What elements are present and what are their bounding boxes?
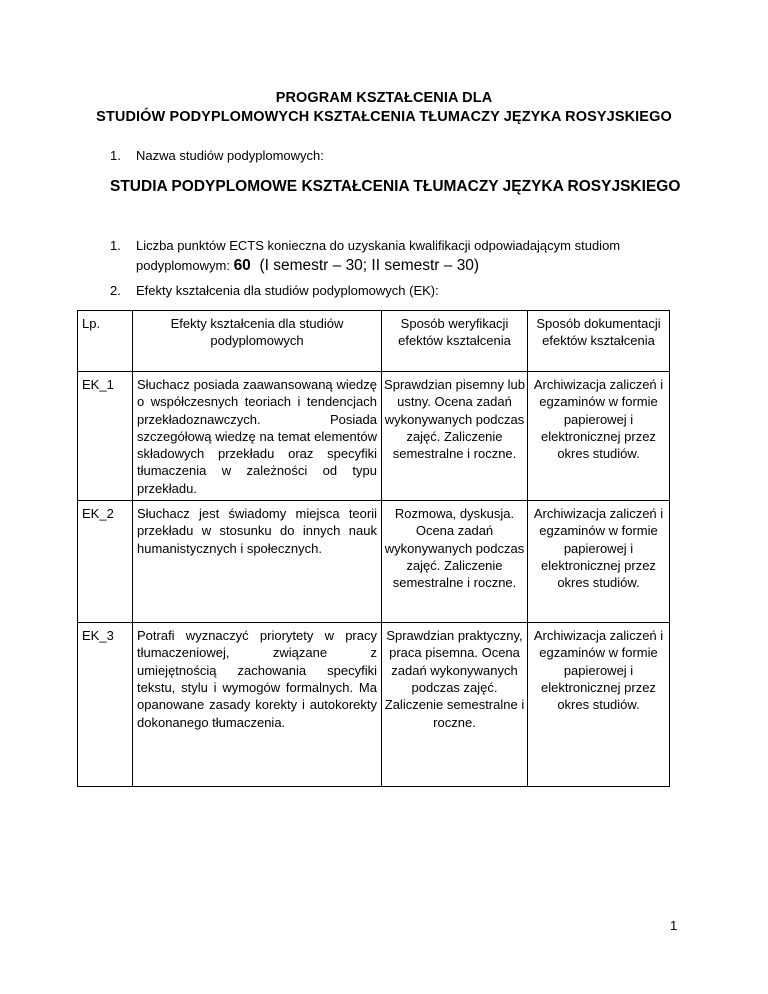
- ects-text-line1: Liczba punktów ECTS konieczna do uzyskania kwalifikacji odpowiadającym studiom: [136, 238, 621, 253]
- cell-lp: EK_3: [78, 623, 133, 787]
- header-effects: Efekty kształcenia dla studiów podyplomowych: [133, 311, 382, 372]
- learning-outcomes-table: [77, 310, 670, 787]
- ects-text-line2: podyplomowym:: [136, 258, 230, 273]
- page-number: 1: [670, 918, 678, 933]
- header-lp: Lp.: [78, 311, 133, 372]
- cell-documentation: Archiwizacja zaliczeń i egzaminów w formie papierowej i elektronicznej przez okres studiów.: [528, 372, 670, 501]
- list-text: Nazwa studiów podyplomowych:: [136, 148, 324, 163]
- list-number: 1.: [110, 148, 121, 163]
- table-row: [78, 501, 670, 623]
- document-title-line1: PROGRAM KSZTAŁCENIA DLA: [275, 90, 493, 106]
- cell-documentation: Archiwizacja zaliczeń i egzaminów w formie papierowej i elektronicznej przez okres studiów.: [528, 623, 670, 787]
- cell-verification: Sprawdzian praktyczny, praca pisemna. Ocena zadań wykonywanych podczas zajęć. Zaliczenie semestralne i roczne.: [382, 623, 528, 787]
- cell-effect: Słuchacz posiada zaawansowaną wiedzę o współczesnych teoriach i tendencjach przekładoznawczych. Posiada szczegółową wiedzę na temat elementów składowych przekładu oraz specyfiki tłumaczenia w zależności od typu przekładu.: [133, 372, 382, 501]
- list-number: 2.: [110, 283, 121, 298]
- cell-verification: Sprawdzian pisemny lub ustny. Ocena zadań wykonywanych podczas zajęć. Zaliczenie semestralne i roczne.: [382, 372, 528, 501]
- list-number: 1.: [110, 238, 121, 253]
- list-item-learning-outcomes-label: [110, 281, 439, 300]
- document-title-line2: STUDIÓW PODYPLOMOWYCH KSZTAŁCENIA TŁUMACZY JĘZYKA ROSYJSKIEGO: [96, 109, 672, 125]
- cell-verification: Rozmowa, dyskusja. Ocena zadań wykonywanych podczas zajęć. Zaliczenie semestralne i roczne.: [382, 501, 528, 623]
- cell-effect: Potrafi wyznaczyć priorytety w pracy tłumaczeniowej, związane z umiejętnością zachowania specyfiki tekstu, stylu i wymogów formalnych. Ma opanowane zasady korekty i autokorekty dokonanego tłumaczenia.: [133, 623, 382, 787]
- table-row: [78, 372, 670, 501]
- table-row: [78, 623, 670, 787]
- cell-documentation: Archiwizacja zaliczeń i egzaminów w formie papierowej i elektronicznej przez okres studiów.: [528, 501, 670, 623]
- header-verification: Sposób weryfikacji efektów kształcenia: [382, 311, 528, 372]
- table-header-row: [78, 311, 670, 372]
- cell-lp: EK_1: [78, 372, 133, 501]
- header-documentation: Sposób dokumentacji efektów kształcenia: [528, 311, 670, 372]
- cell-lp: EK_2: [78, 501, 133, 623]
- ects-semesters: (I semestr – 30; II semestr – 30): [259, 257, 480, 274]
- list-item-ects: [110, 236, 680, 275]
- list-text: Efekty kształcenia dla studiów podyplomowych (EK):: [136, 283, 439, 298]
- ects-points: 60: [233, 257, 251, 274]
- cell-effect: Słuchacz jest świadomy miejsca teorii przekładu w stosunku do innych nauk humanistycznych i społecznych.: [133, 501, 382, 623]
- list-item-studies-name-label: [110, 146, 324, 165]
- studies-name-heading: STUDIA PODYPLOMOWE KSZTAŁCENIA TŁUMACZY JĘZYKA ROSYJSKIEGO: [110, 178, 681, 195]
